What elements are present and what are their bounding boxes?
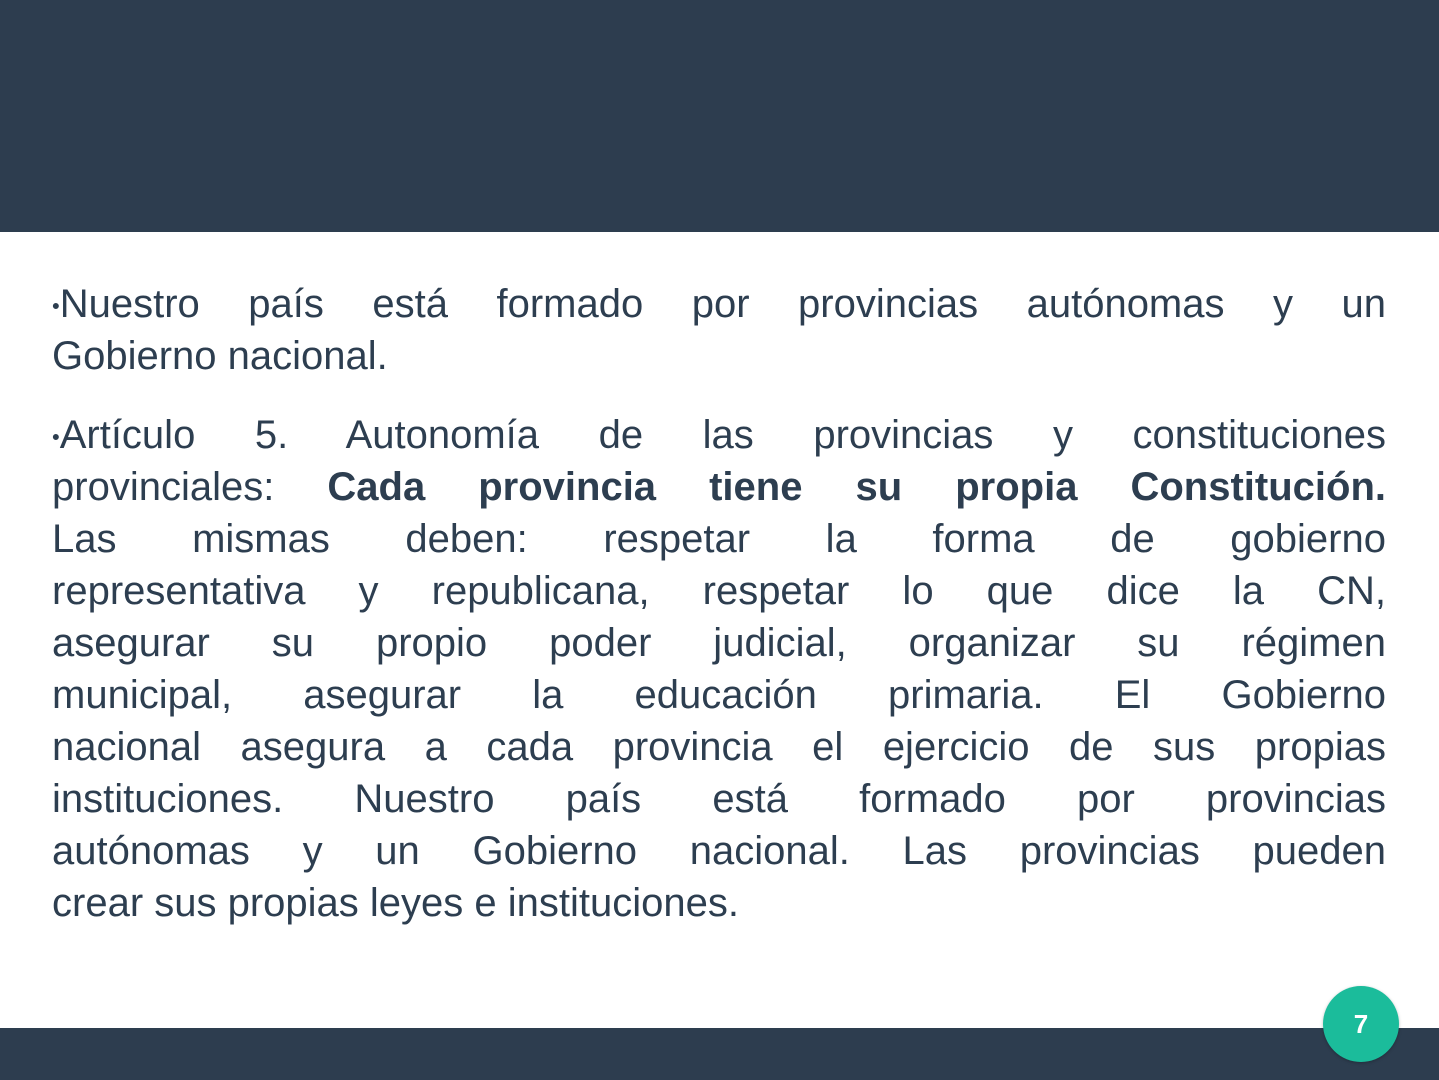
page-number-badge: 7 <box>1323 986 1399 1062</box>
text-line: nacional asegura a cada provincia el ejercicio de sus propias <box>52 725 1386 769</box>
text-line <box>52 461 1386 513</box>
text-line: asegurar su propio poder judicial, organizar su régimen <box>52 621 1386 665</box>
text-line-content: Artículo 5. Autonomía de las provincias y constituciones <box>59 413 1386 457</box>
paragraph-1 <box>52 278 1386 382</box>
text-line: instituciones. Nuestro país está formado por provincias <box>52 777 1386 821</box>
text-line: autónomas y un Gobierno nacional. Las provincias pueden <box>52 829 1386 873</box>
text-line: Las mismas deben: respetar la forma de gobierno <box>52 517 1386 561</box>
text-line: municipal, asegurar la educación primaria. El Gobierno <box>52 673 1386 717</box>
paragraph-2 <box>52 409 1386 929</box>
text-line-content: Nuestro país está formado por provincias autónomas y un <box>59 282 1386 326</box>
text-normal: provinciales: <box>52 465 328 509</box>
text-line <box>52 278 1386 330</box>
bullet: • <box>52 293 60 319</box>
footer-band <box>0 1028 1439 1080</box>
text-line: Gobierno nacional. <box>52 334 388 378</box>
header-band <box>0 0 1439 232</box>
slide-body <box>52 278 1386 956</box>
text-line: crear sus propias leyes e instituciones. <box>52 881 739 925</box>
text-bold: Cada provincia tiene su propia Constitución. <box>327 465 1387 509</box>
text-line: representativa y republicana, respetar lo que dice la CN, <box>52 569 1386 613</box>
text-line <box>52 409 1386 461</box>
bullet: • <box>52 424 60 450</box>
